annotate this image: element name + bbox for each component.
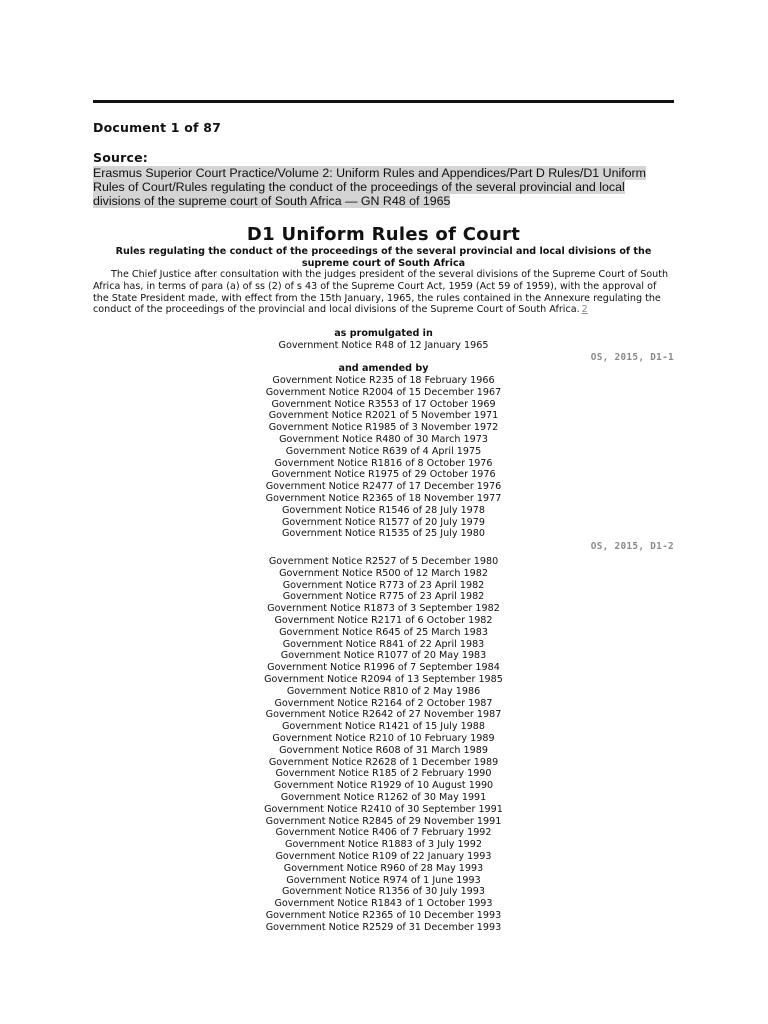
amendment-notice: Government Notice R1535 of 25 July 1980 bbox=[282, 528, 485, 540]
amendment-notice: Government Notice R1985 of 3 November 1972 bbox=[268, 422, 499, 434]
amendment-notice: Government Notice R3553 of 17 October 1969 bbox=[271, 398, 496, 410]
page-reference-2: OS, 2015, D1-2 bbox=[590, 541, 674, 552]
page-reference-1: OS, 2015, D1-1 bbox=[590, 352, 674, 363]
amendment-notice: Government Notice R2642 of 27 November 1987 bbox=[265, 709, 502, 721]
amendment-notice: Government Notice R1077 of 20 May 1983 bbox=[280, 650, 487, 662]
amendment-notice: Government Notice R2171 of 6 October 1982 bbox=[274, 614, 493, 626]
amendment-notice: Government Notice R1883 of 3 July 1992 bbox=[285, 839, 482, 851]
amendment-notice: Government Notice R2004 of 15 December 1967 bbox=[265, 386, 502, 398]
amendment-notice: Government Notice R773 of 23 April 1982 bbox=[282, 579, 485, 591]
amendment-notice: Government Notice R775 of 23 April 1982 bbox=[282, 591, 485, 603]
amendment-notice: Government Notice R1262 of 30 May 1991 bbox=[280, 791, 487, 803]
amendment-notice: Government Notice R974 of 1 June 1993 bbox=[286, 874, 481, 886]
amendment-notice: Government Notice R2527 of 5 December 1980 bbox=[268, 556, 499, 567]
amendment-notice: Government Notice R1356 of 30 July 1993 bbox=[282, 886, 485, 898]
amendment-notice: Government Notice R480 of 30 March 1973 bbox=[279, 433, 488, 445]
amendments-list-2 bbox=[93, 556, 674, 934]
amendment-notice: Government Notice R2164 of 2 October 1987 bbox=[274, 697, 493, 709]
amendment-notice: Government Notice R960 of 28 May 1993 bbox=[283, 862, 484, 874]
amendment-notice: Government Notice R185 of 2 February 1990 bbox=[275, 768, 492, 780]
amendments-list-1 bbox=[93, 375, 674, 540]
amendment-notice: Government Notice R1577 of 20 July 1979 bbox=[282, 516, 485, 528]
amendment-notice: Government Notice R2845 of 29 November 1991 bbox=[265, 815, 502, 827]
amendment-notice: Government Notice R1929 of 10 August 1990 bbox=[273, 780, 494, 792]
amendment-notice: Government Notice R1546 of 28 July 1978 bbox=[282, 504, 485, 516]
intro-paragraph bbox=[93, 269, 674, 316]
amendment-notice: Government Notice R1843 of 1 October 1993 bbox=[274, 898, 493, 910]
amendment-notice: Government Notice R109 of 22 January 1993 bbox=[275, 850, 492, 862]
amendment-notice: Government Notice R235 of 18 February 1966 bbox=[272, 375, 495, 386]
source-breadcrumb-text[interactable]: Erasmus Superior Court Practice/Volume 2: Uniform Rules and Appendices/Part D Rules/D1 Uniform Rules of Court/Rules regulating the conduct of the proceedings of the several provincial and local divisions of the supreme court of South Africa — GN R48 of 1965 bbox=[93, 166, 646, 208]
amendment-notice: Government Notice R810 of 2 May 1986 bbox=[286, 685, 481, 697]
amendment-notice: Government Notice R500 of 12 March 1982 bbox=[279, 567, 488, 579]
footnote-link[interactable]: 2 bbox=[581, 304, 588, 316]
document-title: D1 Uniform Rules of Court bbox=[246, 224, 521, 245]
amendment-notice: Government Notice R2094 of 13 September 1985 bbox=[264, 673, 503, 685]
amendment-notice: Government Notice R1816 of 8 October 1976 bbox=[274, 457, 493, 469]
source-label: Source: bbox=[93, 150, 148, 165]
top-divider bbox=[93, 100, 674, 103]
amendment-notice: Government Notice R2021 of 5 November 1971 bbox=[268, 410, 499, 422]
amendment-notice: Government Notice R1873 of 3 September 1982 bbox=[267, 603, 500, 615]
amendment-notice: Government Notice R639 of 4 April 1975 bbox=[285, 445, 482, 457]
source-breadcrumb[interactable] bbox=[93, 166, 674, 208]
amendment-notice: Government Notice R645 of 25 March 1983 bbox=[279, 626, 488, 638]
promulgated-label: as promulgated in bbox=[334, 328, 433, 339]
amended-label: and amended by bbox=[338, 363, 429, 374]
promulgated-notice: Government Notice R48 of 12 January 1965 bbox=[278, 340, 489, 351]
amendment-notice: Government Notice R1421 of 15 July 1988 bbox=[282, 721, 485, 733]
amendment-notice: Government Notice R406 of 7 February 1992 bbox=[275, 827, 492, 839]
intro-text: The Chief Justice after consultation with the judges president of the several divisions of the Supreme Court of South Africa has, in terms of para (a) of ss (2) of s 43 of the Supreme Court Act, 1959 (Act 59 of 1959), with the approval of the State President made, with effect from the 15th January, 1965, the rules contained in the Annexure regulating the conduct of the proceedings of the provincial and local divisions of the Supreme Court of South Africa. bbox=[93, 269, 669, 316]
amendment-notice: Government Notice R2529 of 31 December 1993 bbox=[265, 921, 502, 933]
document-subtitle: Rules regulating the conduct of the proceedings of the several provincial and local divisions of the supreme court of South Africa bbox=[115, 246, 652, 269]
amendment-notice: Government Notice R2477 of 17 December 1976 bbox=[265, 481, 502, 493]
amendment-notice: Government Notice R1996 of 7 September 1984 bbox=[267, 662, 500, 674]
amendment-notice: Government Notice R2365 of 18 November 1977 bbox=[265, 492, 502, 504]
amendment-notice: Government Notice R210 of 10 February 1989 bbox=[272, 732, 495, 744]
amendment-notice: Government Notice R2628 of 1 December 1989 bbox=[268, 756, 499, 768]
document-count: Document 1 of 87 bbox=[93, 120, 222, 135]
amendment-notice: Government Notice R2410 of 30 September 1991 bbox=[264, 803, 503, 815]
amendment-notice: Government Notice R841 of 22 April 1983 bbox=[282, 638, 485, 650]
amendment-notice: Government Notice R608 of 31 March 1989 bbox=[279, 744, 488, 756]
amendment-notice: Government Notice R2365 of 10 December 1993 bbox=[265, 909, 502, 921]
amendment-notice: Government Notice R1975 of 29 October 1976 bbox=[271, 469, 496, 481]
